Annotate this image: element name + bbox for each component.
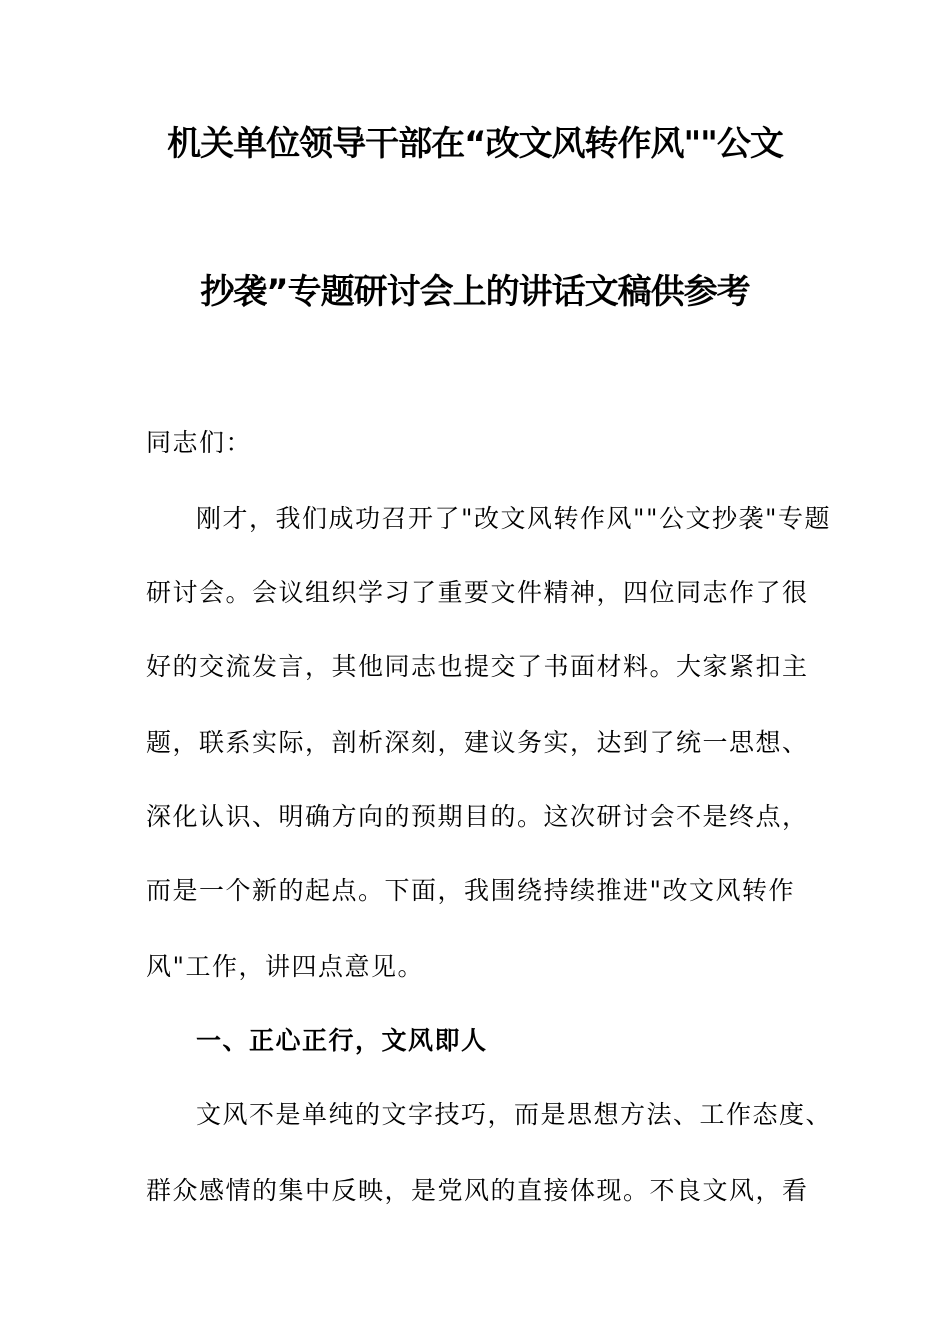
paragraph-1-line-6: 而是一个新的起点。下面，我围绕持续推进"改文风转作 xyxy=(146,876,796,905)
paragraph-1-line-1: 刚才，我们成功召开了"改文风转作风""公文抄袭"专题 xyxy=(196,504,831,533)
paragraph-1-line-7: 风"工作，讲四点意见。 xyxy=(146,952,424,981)
document-title-line-2: 抄袭”专题研讨会上的讲话文稿供参考 xyxy=(200,272,750,312)
paragraph-2-line-2: 群众感情的集中反映，是党风的直接体现。不良文风，看 xyxy=(146,1176,809,1205)
document-title-line-1: 机关单位领导干部在“改文风转作风""公文 xyxy=(167,124,783,164)
paragraph-1-line-5: 深化认识、明确方向的预期目的。这次研讨会不是终点， xyxy=(146,802,809,831)
salutation: 同志们： xyxy=(146,428,253,457)
paragraph-1-line-4: 题，联系实际，剖析深刻，建议务实，达到了统一思想、 xyxy=(146,728,809,757)
paragraph-1-line-2: 研讨会。会议组织学习了重要文件精神，四位同志作了很 xyxy=(146,578,809,607)
section-1-heading: 一、正心正行，文风即人 xyxy=(196,1026,488,1055)
paragraph-1-line-3: 好的交流发言，其他同志也提交了书面材料。大家紧扣主 xyxy=(146,652,809,681)
paragraph-2-line-1: 文风不是单纯的文字技巧，而是思想方法、工作态度、 xyxy=(196,1100,833,1129)
